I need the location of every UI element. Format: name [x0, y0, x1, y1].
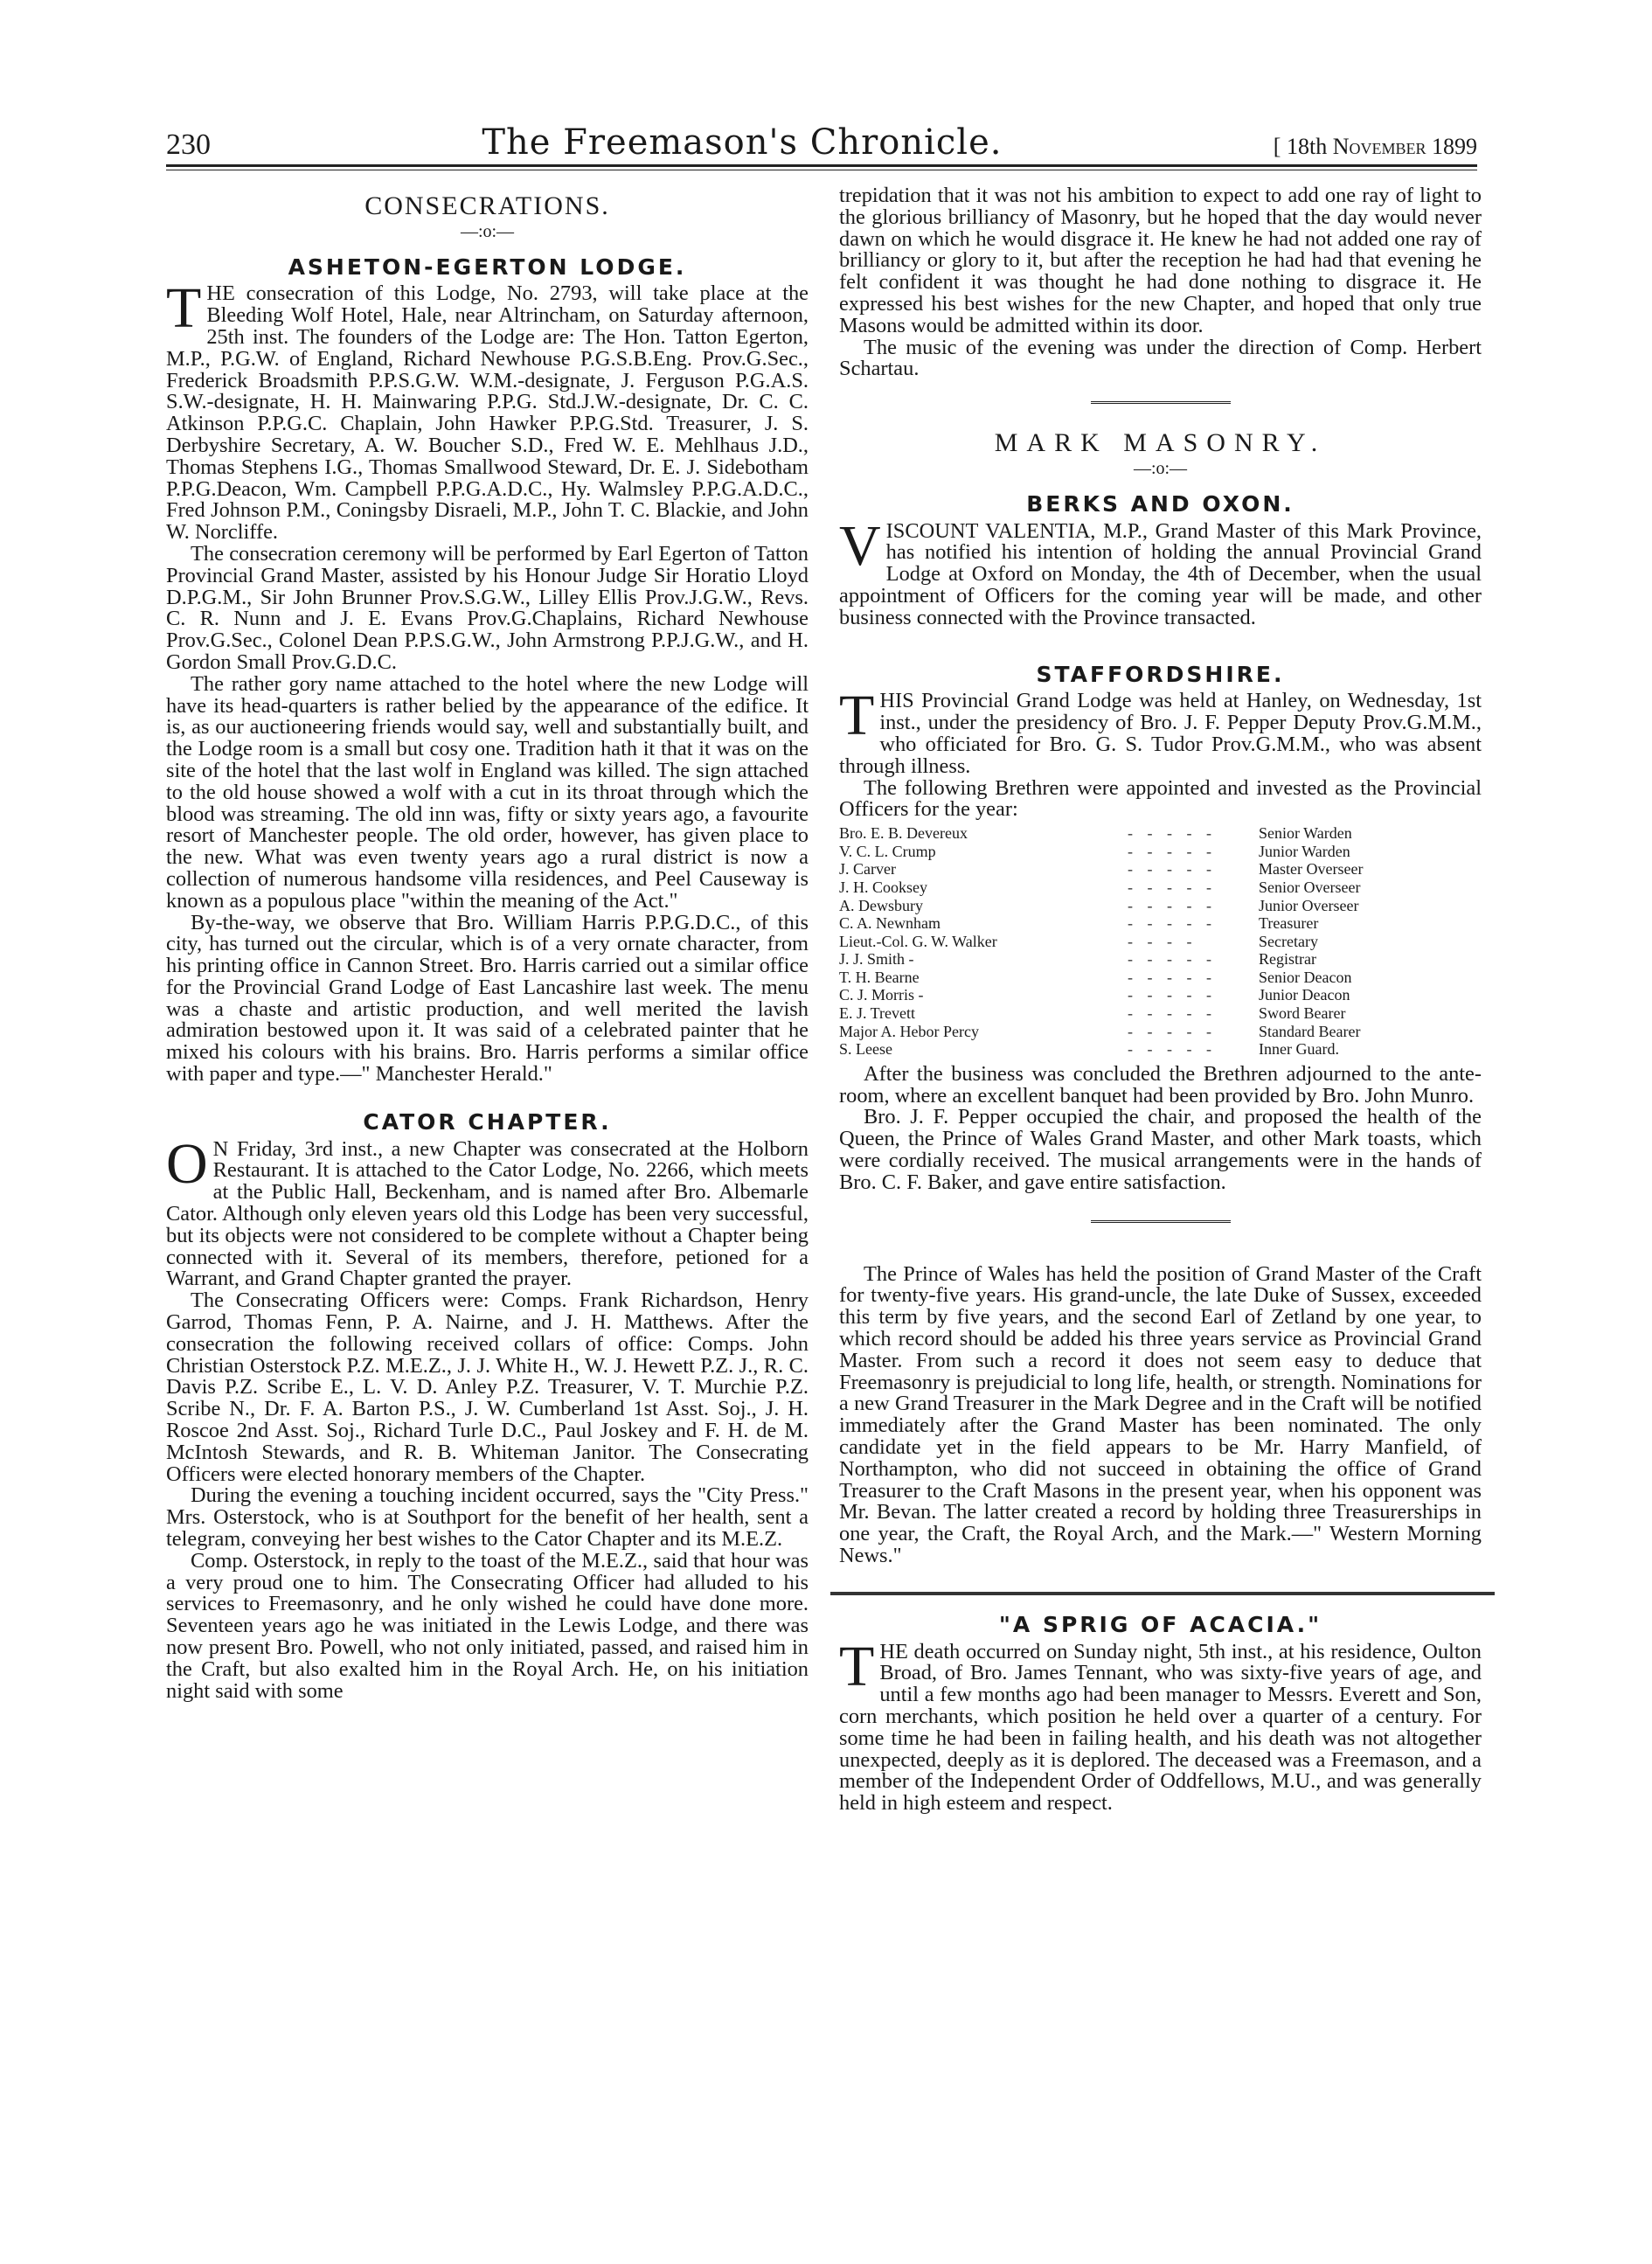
officer-row: J. J. Smith - - - - - - Registrar	[839, 950, 1316, 969]
officer-row: Major A. Hebor Percy - - - - - Standard Bearer	[839, 1022, 1361, 1040]
berks-oxon-heading: BERKS AND OXON.	[1026, 490, 1295, 517]
officer-list	[839, 824, 1482, 1059]
asheton-paragraph-1: THE consecration of this Lodge, No. 2793, will take place at the Bleeding Wolf Hotel, Hale, near Altrincham, on Saturday afternoon, 25th inst. The founders of the Lodge are: The Hon. Tatton Egerton, M.P., P.G.W. of England, Richard Newhouse P.G.S.B.Eng. Prov.G.Sec., Frederick Broadsmith P.P.S.G.W. W.M.-designate, J. Ferguson P.G.A.S. S.W.-designate, H. H. Mainwaring P.P.G. Std.J.W.-designate, Dr. C. C. Atkinson P.P.G.C. Chaplain, John Hawker P.P.G.Std. Treasurer, J. S. Derbyshire Secretary, A. W. Boucher S.D., Fred W. E. Mehlhaus J.D., Thomas Stephens I.G., Thomas Smallwood Steward, Dr. E. J. Sidebotham P.P.G.Deacon, Wm. Campbell P.P.G.A.D.C., Hy. Walmsley P.P.G.A.D.C., Fred Johnson P.M., Coningsby Disraeli, M.P., John T. C. Blackie, and John W. Norcliffe.	[166, 276, 809, 545]
acacia-paragraph: THE death occurred on Sunday night, 5th inst., at his residence, Oulton Broad, of Bro. James Tennant, who was sixty-five years of age, and until a few months ago had been manager to Messrs. Everett and Son, corn merchants, which position he held over a quarter of a century. For some time he had been in failing health, and his death was not altogether unexpected, deeply as it is deplored. The deceased was a Freemason, and a member of the Independent Order of Oddfellows, M.U., and was generally held in high esteem and respect.	[839, 1634, 1482, 1816]
section-separator: —:o:—	[460, 221, 515, 241]
section-divider	[1091, 1220, 1231, 1226]
masthead	[166, 122, 1477, 163]
stafford-paragraph-1: THIS Provincial Grand Lodge was held at Hanley, on Wednesday, 1st inst., under the presidency of Bro. J. F. Pepper Deputy Prov.G.M.M., who officiated for Bro. G. S. Tudor Prov.G.M.M., who was absent through illness.	[839, 684, 1482, 778]
stafford-paragraph-2: The following Brethren were appointed and invested as the Provincial Officers for the year:	[839, 775, 1482, 822]
asheton-paragraph-4: By-the-way, we observe that Bro. William Harris P.P.G.D.C., of this city, has turned out the circular, which is of a very ornate character, from his printing office in Cannon Street. Bro. Harris carried out a similar office for the Provincial Grand Lodge of East Lancashire last week. The menu was a chaste and artistic production, and well merited the lavish admiration bestowed upon it. It was said of a celebrated painter that he mixed his colours with his brains. Bro. Harris performs a similar office with paper and type.—" Manchester Herald."	[166, 910, 809, 1087]
officer-row: E. J. Trevett - - - - - Sword Bearer	[839, 1004, 1346, 1023]
officer-row: T. H. Bearne - - - - - Senior Deacon	[839, 968, 1352, 986]
officer-row: J. H. Cooksey - - - - - Senior Overseer	[839, 878, 1361, 896]
page-number: 230	[166, 128, 211, 161]
cator-paragraph-4: Comp. Osterstock, in reply to the toast of the M.E.Z., said that hour was a very proud one to him. The Consecrating Officer had alluded to his services to Freemasonry, and he only wished he could have done more. Seventeen years ago he was initiated in the Lewis Lodge, and there was now present Bro. Powell, who not only initiated, passed, and raised him in the Craft, but also exalted him in the Royal Arch. He, on his initiation night said with some	[166, 1548, 809, 1703]
acacia-heading: "A SPRIG OF ACACIA."	[998, 1611, 1322, 1637]
cator-paragraph-1: O N Friday, 3rd inst., a new Chapter was consecrated at the Holborn Restaurant. It is attached to the Cator Lodge, No. 2266, which meets at the Public Hall, Beckenham, and is named after Bro. Albemarle Cator. Although only eleven years old this Lodge has been very successful, but its objects were not considered to be complete without a Chapter being connected with it. Several of its members, therefore, petioned for a Warrant, and Grand Chapter granted the prayer.	[166, 1131, 809, 1291]
continued-paragraph: trepidation that it was not his ambition to expect to add one ray of light to the glorious brilliancy of Masonry, but he hoped that the day would never dawn on which he would disgrace it. He knew he had not added one ray of brilliancy or glory to it, but after the reception he had had that evening he felt confident it was thought he had done nothing to disgrace it. He expressed his best wishes for the new Chapter, and hoped that only true Masons would be admitted within its door.	[839, 184, 1482, 337]
asheton-paragraph-3: The rather gory name attached to the hotel where the new Lodge will have its head-quarters is rather belied by the appearance of the edifice. It is, as our auctioneering friends would say, well and substantially built, and the Lodge room is a small but cosy one. Tradition hath it that it was on the site of the hotel that the last wolf in England was killed. The sign attached to the old house showed a wolf with a cut in its throat through which the blood was streaming. The old inn was, fifty or sixty years ago, a favourite resort of Manchester people. The old order, however, has given place to the new. What was even twenty years ago a rural district is now a collection of numerous handsome villa residences, and Peel Causeway is known as a populous place "within the meaning of the Act."	[166, 671, 809, 913]
officer-row: C. A. Newnham - - - - - Treasurer	[839, 914, 1319, 933]
officer-row: J. Carver - - - - - Master Overseer	[839, 860, 1364, 879]
stafford-paragraph-3: After the business was concluded the Brethren adjourned to the ante-room, where an excellent banquet had been provided by Bro. John Munro.	[839, 1061, 1482, 1108]
officer-row: Bro. E. B. Devereux - - - - - Senior Warden	[839, 824, 1352, 843]
staffordshire-heading: STAFFORDSHIRE.	[1036, 661, 1285, 687]
officer-row: Lieut.-Col. G. W. Walker - - - - Secretary	[839, 932, 1318, 950]
stafford-paragraph-4: Bro. J. F. Pepper occupied the chair, and proposed the health of the Queen, the Prince of Wales Grand Master, and other Mark toasts, which were cordially received. The musical arrangements were in the hands of Bro. C. F. Baker, and gave entire satisfaction.	[839, 1105, 1482, 1194]
masthead-rule	[166, 164, 1477, 167]
prince-of-wales-paragraph: The Prince of Wales has held the position of Grand Master of the Craft for twenty-five years. His grand-uncle, the late Duke of Sussex, exceeded this term by five years, and the second Earl of Zetland by one year, to which record should be added his three years service as Provincial Grand Master. From such a record it does not seem easy to deduce that Freemasonry is prejudicial to long life, health, or strength. Nominations for a new Grand Treasurer in the Mark Degree and in the Craft will be notified immediately after the Grand Master has been nominated. The only candidate yet in the field appears to be Mr. Harry Manfield, of Northampton, who did not succeed in obtaining the office of Grand Treasurer to the Craft Masons in the present year, when his opponent was Mr. Bevan. The latter created a record by holding three Treasurerships in one year, the Craft, the Royal Arch, and the Mark.—" Western Morning News."	[839, 1261, 1482, 1567]
drop-cap: T	[166, 276, 202, 341]
cator-paragraph-3: During the evening a touching incident occurred, says the "City Press." Mrs. Osterstock, who is at Southport for the benefit of her health, sent a telegram, conveying her best wishes to the Cator Chapter and its M.E.Z.	[166, 1483, 809, 1552]
right-column	[839, 185, 1482, 1815]
issue-date: [ 18th November 1899	[1273, 134, 1477, 159]
journal-title: The Freemason's Chronicle.	[482, 122, 1003, 163]
section-separator: —:o:—	[1133, 458, 1188, 478]
drop-cap: V	[839, 513, 881, 578]
cator-paragraph-2: The Consecrating Officers were: Comps. Frank Richardson, Henry Garrod, Thomas Fenn, P. A. Nairne, and J. H. Matthews. After the consecration the following received collars of office: Comps. John Christian Osterstock P.Z. M.E.Z., J. J. White H., W. J. Hewett P.Z. J., R. C. Davis P.Z. Scribe E., L. V. D. Anley P.Z. Treasurer, V. T. Murchie P.Z. Scribe N., Dr. F. A. Barton P.S., J. W. Cumberland 1st Asst. Soj., J. H. Roscoe 2nd Asst. Soj., Richard Turle D.C., Paul Joskey and F. H. de M. McIntosh Stewards, and R. B. Whiteman Janitor. The Consecrating Officers were elected honorary members of the Chapter.	[166, 1288, 809, 1486]
officer-row: V. C. L. Crump - - - - - Junior Warden	[839, 842, 1350, 860]
cator-chapter-heading: CATOR CHAPTER.	[363, 1108, 612, 1135]
mark-masonry-heading: MARK MASONRY.	[994, 428, 1327, 458]
berks-paragraph: VISCOUNT VALENTIA, M.P., Grand Master of this Mark Province, has notified his intention of holding the annual Provincial Grand Lodge at Oxford on Monday, the 4th of December, when the usual appointment of Officers for the coming year will be made, and other business connected with the Province transacted.	[839, 513, 1482, 629]
drop-cap: T	[839, 1634, 875, 1698]
officer-row: S. Leese - - - - - Inner Guard.	[839, 1040, 1339, 1059]
officer-row: C. J. Morris - - - - - - Junior Deacon	[839, 986, 1350, 1004]
consecrations-heading: CONSECRATIONS.	[364, 191, 610, 220]
asheton-paragraph-2: The consecration ceremony will be performed by Earl Egerton of Tatton Provincial Grand Master, assisted by his Honour Judge Sir Horatio Lloyd D.P.G.M., Sir John Brunner Prov.S.G.W., Lilley Ellis Prov.J.G.W., Revs. C. R. Nunn and J. E. Evans Prov.G.Chaplains, Richard Newhouse Prov.G.Sec., Colonel Dean P.P.S.G.W., John Armstrong P.P.J.G.W., and H. Gordon Small Prov.G.D.C.	[166, 541, 809, 674]
section-divider	[1091, 401, 1231, 406]
left-column	[166, 185, 809, 1702]
drop-cap: T	[839, 684, 875, 748]
asheton-egerton-heading: ASHETON-EGERTON LODGE.	[288, 253, 687, 280]
music-paragraph: The music of the evening was under the direction of Comp. Herbert Schartau.	[839, 335, 1482, 381]
heavy-rule	[830, 1592, 1495, 1595]
officer-row: A. Dewsbury - - - - - Junior Overseer	[839, 896, 1359, 914]
drop-cap: O	[166, 1131, 208, 1196]
